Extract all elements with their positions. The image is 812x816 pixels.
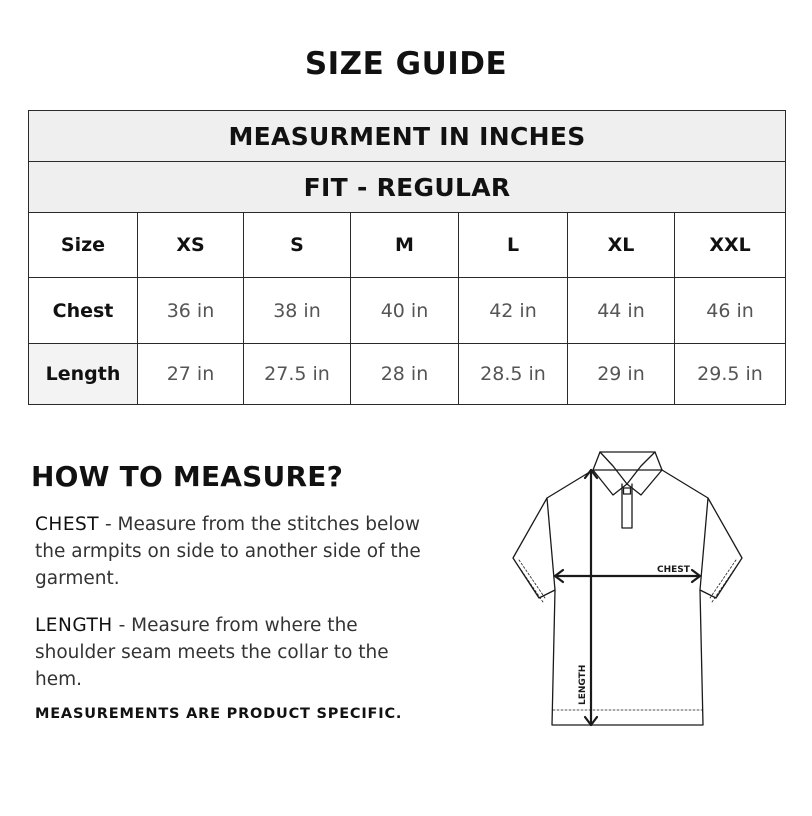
product-specific-note: MEASUREMENTS ARE PRODUCT SPECIFIC. — [35, 706, 403, 722]
header-cell-l: L — [459, 213, 568, 278]
table-cell: 44 in — [568, 278, 675, 344]
header-cell-size: Size — [29, 213, 138, 278]
table-cell: 28.5 in — [459, 344, 568, 405]
table-header-row — [29, 213, 786, 278]
chest-diagram-label: CHEST — [657, 565, 690, 575]
table-cell: 40 in — [351, 278, 459, 344]
table-row — [29, 344, 786, 405]
fit-banner: FIT - REGULAR — [29, 162, 786, 213]
table-cell: 27.5 in — [244, 344, 351, 405]
table-cell: 36 in — [138, 278, 244, 344]
polo-shirt-icon — [505, 440, 750, 735]
length-instruction — [35, 612, 435, 693]
table-banner-row — [29, 111, 786, 162]
chest-instruction — [35, 511, 435, 592]
table-cell: 27 in — [138, 344, 244, 405]
row-label-chest: Chest — [29, 278, 138, 344]
table-cell: 29.5 in — [675, 344, 786, 405]
table-fit-row — [29, 162, 786, 213]
table-cell: 28 in — [351, 344, 459, 405]
length-description: - Measure from where the shoulder seam meets the collar to the hem. — [35, 615, 389, 690]
header-cell-xs: XS — [138, 213, 244, 278]
size-chart-table — [28, 110, 786, 405]
header-cell-m: M — [351, 213, 459, 278]
table-row — [29, 278, 786, 344]
page-title: SIZE GUIDE — [304, 46, 508, 82]
header-cell-s: S — [244, 213, 351, 278]
length-term: LENGTH — [35, 615, 113, 636]
header-cell-xxl: XXL — [675, 213, 786, 278]
measurement-unit-banner: MEASURMENT IN INCHES — [29, 111, 786, 162]
table-cell: 46 in — [675, 278, 786, 344]
chest-description: - Measure from the stitches below the armpits on side to another side of the garment. — [35, 514, 421, 589]
row-label-length: Length — [29, 344, 138, 405]
table-cell: 38 in — [244, 278, 351, 344]
header-cell-xl: XL — [568, 213, 675, 278]
table-cell: 29 in — [568, 344, 675, 405]
chest-term: CHEST — [35, 514, 100, 535]
table-cell: 42 in — [459, 278, 568, 344]
how-to-measure-title: HOW TO MEASURE? — [31, 460, 344, 493]
length-diagram-label: LENGTH — [578, 664, 588, 705]
